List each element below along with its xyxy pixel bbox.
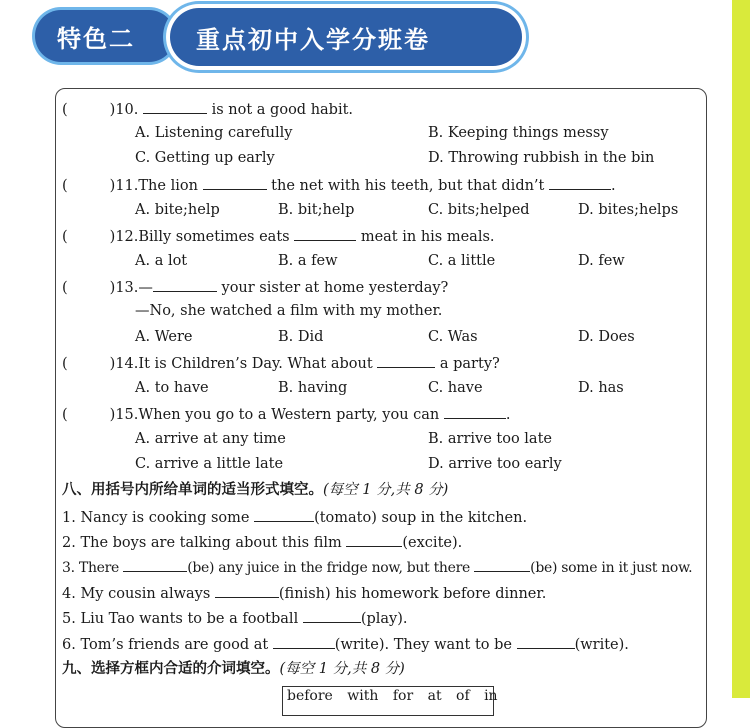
question-15: ( )15.When you go to a Western party, you can . [62, 403, 510, 425]
section-9-heading: 九、选择方框内合适的介词填空。(每空 1 分,共 8 分) [62, 661, 405, 677]
answer-blank[interactable] [444, 403, 506, 419]
feature-tag-text: 特色二 [57, 24, 135, 53]
question-13: ( )13.— your sister at home yesterday? [62, 276, 448, 298]
answer-blank[interactable] [123, 556, 187, 572]
option[interactable]: D. Throwing rubbish in the bin [428, 150, 655, 166]
option[interactable]: B. Keeping things messy [428, 125, 609, 141]
option[interactable]: A. Were [135, 329, 193, 345]
answer-blank[interactable] [203, 174, 267, 190]
option[interactable]: A. bite;help [135, 202, 220, 218]
question-14: ( )14.It is Children’s Day. What about a party? [62, 352, 500, 374]
option[interactable]: B. a few [278, 253, 338, 269]
option[interactable]: A. arrive at any time [135, 431, 286, 447]
section-8-heading: 八、用括号内所给单词的适当形式填空。(每空 1 分,共 8 分) [62, 482, 449, 498]
option[interactable]: C. bits;helped [428, 202, 530, 218]
option[interactable]: A. to have [135, 380, 209, 396]
option[interactable]: C. a little [428, 253, 496, 269]
option[interactable]: D. has [578, 380, 624, 396]
fill-item-6: 6. Tom’s friends are good at (write). They want to be (write). [62, 633, 629, 655]
answer-blank[interactable] [215, 582, 279, 598]
option[interactable]: B. having [278, 380, 348, 396]
option[interactable]: B. bit;help [278, 202, 355, 218]
word-box: before with for at of in [282, 686, 494, 716]
option[interactable]: D. few [578, 253, 625, 269]
answer-blank[interactable] [273, 633, 335, 649]
option[interactable]: D. arrive too early [428, 456, 562, 472]
answer-blank[interactable] [517, 633, 575, 649]
option[interactable]: A. Listening carefully [135, 125, 293, 141]
option[interactable]: C. arrive a little late [135, 456, 284, 472]
option[interactable]: C. Getting up early [135, 150, 275, 166]
answer-blank[interactable] [303, 607, 361, 623]
answer-blank[interactable] [474, 556, 530, 572]
option[interactable]: B. Did [278, 329, 324, 345]
question-11: ( )11.The lion the net with his teeth, but that didn’t . [62, 174, 616, 196]
page-title-banner [170, 8, 522, 66]
question-10: ( )10. is not a good habit. [62, 98, 353, 120]
option[interactable]: B. arrive too late [428, 431, 552, 447]
option[interactable]: A. a lot [135, 253, 188, 269]
option[interactable]: D. Does [578, 329, 635, 345]
feature-tag [35, 10, 175, 62]
fill-item-1: 1. Nancy is cooking some (tomato) soup in the kitchen. [62, 506, 527, 528]
answer-blank[interactable] [294, 225, 356, 241]
page-title: 重点初中入学分班卷 [196, 25, 430, 54]
question-12: ( )12.Billy sometimes eats meat in his meals. [62, 225, 495, 247]
side-decoration-strip [732, 0, 750, 698]
answer-blank[interactable] [377, 352, 435, 368]
answer-blank[interactable] [549, 174, 611, 190]
fill-item-4: 4. My cousin always (finish) his homework before dinner. [62, 582, 546, 604]
option[interactable]: C. Was [428, 329, 478, 345]
answer-blank[interactable] [254, 506, 314, 522]
answer-blank[interactable] [346, 531, 402, 547]
fill-item-3: 3. There (be) any juice in the fridge now, but there (be) some in it just now. [62, 556, 692, 578]
fill-item-2: 2. The boys are talking about this film (excite). [62, 531, 462, 553]
question-13-response: —No, she watched a film with my mother. [135, 303, 443, 319]
answer-blank[interactable] [153, 276, 217, 292]
fill-item-5: 5. Liu Tao wants to be a football (play). [62, 607, 408, 629]
option[interactable]: D. bites;helps [578, 202, 679, 218]
answer-blank[interactable] [143, 98, 207, 114]
option[interactable]: C. have [428, 380, 483, 396]
